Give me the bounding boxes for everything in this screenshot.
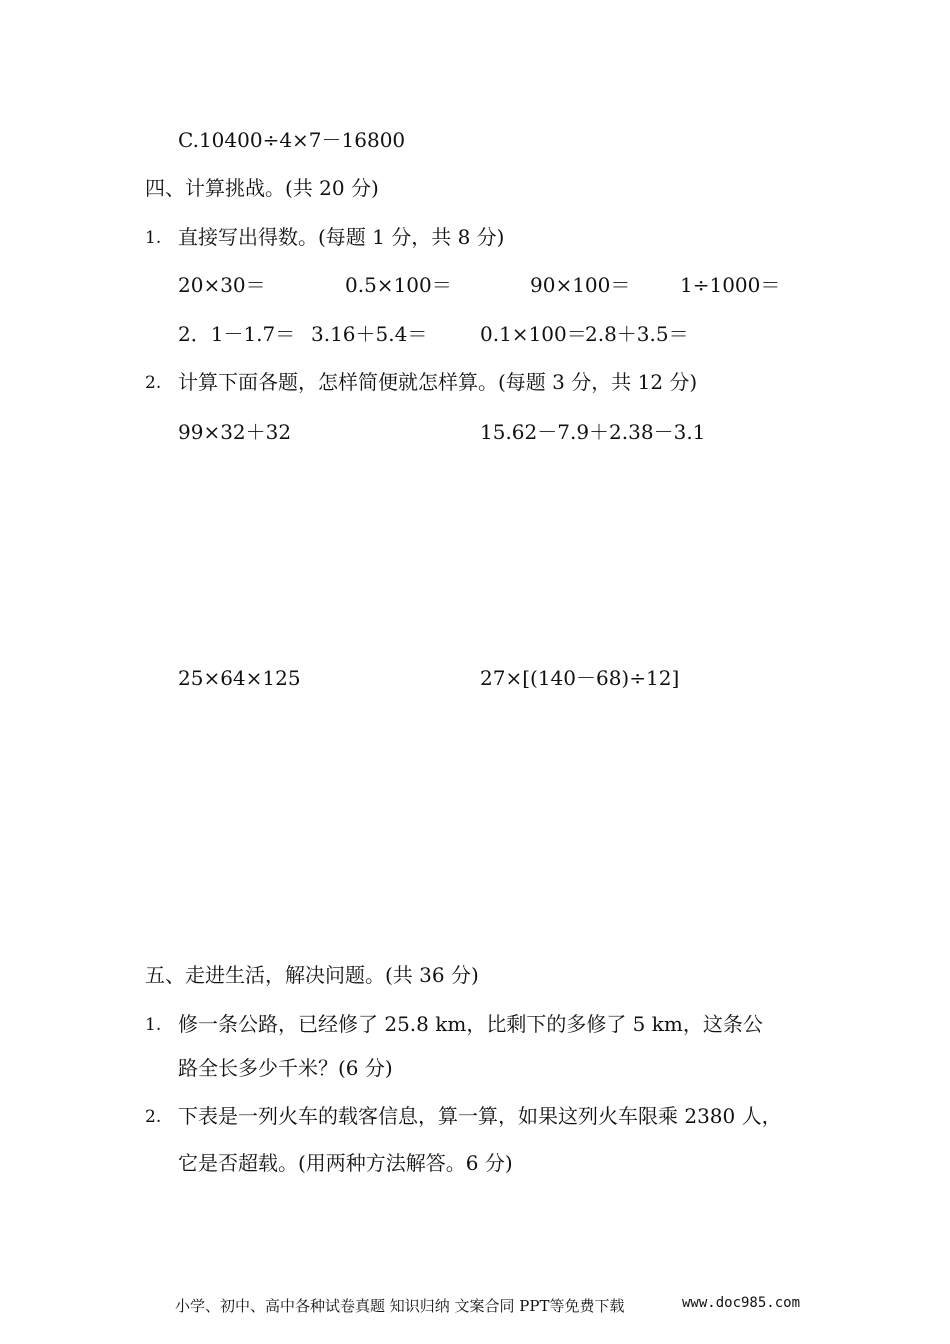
oral-calc-item: 1÷1000＝ [680,273,781,297]
problem2-text: 它是否超载。(用两种方法解答。6 分) [178,1151,513,1175]
calc-expression: 15.62－7.9＋2.38－3.1 [480,420,706,444]
oral-calc-item: 20×30＝ [178,273,266,297]
calc-expression: 27×[(140－68)÷12] [480,666,680,690]
q2-instruction: 计算下面各题，怎样简便就怎样算。(每题 3 分，共 12 分) [178,370,698,394]
problem1-text: 路全长多少千米？(6 分) [178,1056,393,1080]
oral-calc-item: 0.5×100＝ [345,273,452,297]
section4-title: 四、计算挑战。(共 20 分) [145,176,379,200]
calc-expression: 25×64×125 [178,666,301,690]
footer-text: 小学、初中、高中各种试卷真题 知识归纳 文案合同 PPT等免费下载 [175,1297,625,1315]
section5-title: 五、走进生活，解决问题。(共 36 分) [145,963,479,987]
oral-calc-item: 2．1－1.7＝ [178,322,296,346]
option-c: C.10400÷4×7－16800 [178,128,406,152]
problem2-number: 2. [145,1107,162,1127]
oral-calc-item: 90×100＝ [530,273,631,297]
footer-url[interactable]: www.doc985.com [682,1295,801,1311]
q2-number: 2. [145,373,162,393]
calc-expression: 99×32＋32 [178,420,292,444]
problem2-text: 下表是一列火车的载客信息，算一算，如果这列火车限乘 2380 人， [178,1104,782,1128]
oral-calc-item: 2.8＋3.5＝ [585,322,689,346]
q1-number: 1. [145,228,162,248]
oral-calc-item: 0.1×100＝ [480,322,587,346]
problem1-number: 1. [145,1015,162,1035]
oral-calc-item: 3.16＋5.4＝ [311,322,428,346]
problem1-text: 修一条公路，已经修了 25.8 km，比剩下的多修了 5 km，这条公 [178,1012,763,1036]
q1-instruction: 直接写出得数。(每题 1 分，共 8 分) [178,225,505,249]
